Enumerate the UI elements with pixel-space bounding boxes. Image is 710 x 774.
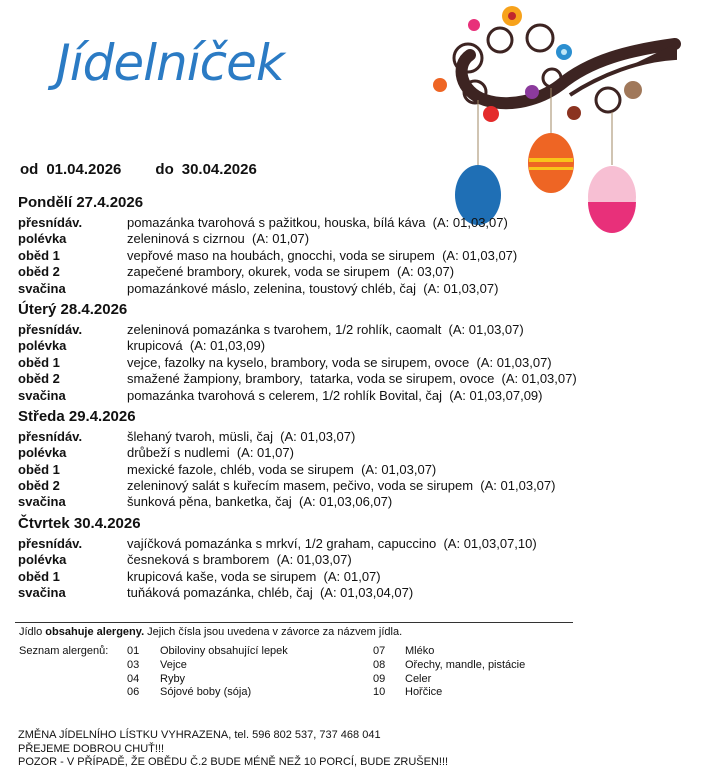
allergen-code: 08 — [373, 658, 386, 671]
menu-row — [18, 281, 658, 297]
date-range — [20, 161, 265, 178]
allergen-code: 04 — [127, 672, 140, 685]
menu-row — [18, 445, 658, 461]
menu-row — [18, 264, 658, 280]
meal-value: pomazánka tvarohová s pažitkou, houska, bílá káva (A: 01,03,07) — [127, 215, 508, 230]
meal-value: zeleninová s cizrnou (A: 01,07) — [127, 231, 310, 247]
allergen-list-label: Seznam alergenů: — [19, 645, 109, 657]
meal-label: svačina — [18, 494, 66, 510]
footer — [18, 729, 448, 770]
footer-line: ZMĚNA JÍDELNÍHO LÍSTKU VYHRAZENA, tel. 596 802 537, 737 468 041 — [18, 729, 381, 741]
meal-label: oběd 1 — [18, 354, 60, 370]
allergen-code: 01 — [127, 645, 140, 657]
meal-value: zeleninový salát s kuřecím masem, pečivo, voda se sirupem (A: 01,03,07) — [127, 478, 556, 494]
meal-label: přesnídáv. — [18, 428, 83, 444]
page-title: Jídelníček — [56, 34, 284, 92]
meal-label: polévka — [18, 445, 67, 461]
note-suffix: Jejich čísla jsou uvedena v závorce za názvem jídla. — [144, 626, 403, 638]
meal-value: zeleninová pomazánka s tvarohem, 1/2 rohlík, caomalt (A: 01,03,07) — [127, 321, 524, 337]
menu-row — [18, 494, 658, 510]
meal-label: oběd 1 — [18, 247, 60, 263]
menu-row — [18, 248, 658, 264]
meal-label: svačina — [18, 387, 66, 403]
allergen-code: 03 — [127, 658, 140, 671]
allergen-name: Celer — [405, 672, 432, 685]
to-date: 30.04.2026 — [181, 161, 257, 178]
allergen-name: Ořechy, mandle, pistácie — [405, 658, 526, 671]
meal-label: oběd 2 — [18, 264, 60, 280]
meal-label: přesnídáv. — [18, 535, 83, 551]
meal-label: oběd 2 — [18, 478, 60, 494]
meal-value: krupicová kaše, voda se sirupem (A: 01,07) — [127, 568, 381, 584]
to-label: do — [155, 161, 174, 178]
meal-label: přesnídáv. — [18, 215, 83, 230]
meal-label: polévka — [18, 338, 67, 354]
allergen-name: Obiloviny obsahující lepek — [160, 645, 288, 657]
allergen-name: Hořčice — [405, 686, 443, 699]
day-section — [18, 514, 658, 602]
menu-row — [18, 478, 658, 494]
day-heading: Středa 29.4.2026 — [18, 407, 136, 425]
menu-days — [18, 193, 658, 604]
meal-value: šlehaný tvaroh, müsli, čaj (A: 01,03,07) — [127, 428, 356, 444]
menu-row — [18, 429, 658, 445]
footer-line: PŘEJEME DOBROU CHUŤ!!! — [18, 742, 165, 755]
menu-row — [18, 231, 658, 247]
menu-row — [18, 552, 658, 568]
meal-value: pomazánkové máslo, zelenina, toustový chléb, čaj (A: 01,03,07) — [127, 280, 499, 296]
meal-label: oběd 1 — [18, 461, 60, 477]
allergen-name: Sójové boby (sója) — [160, 686, 252, 699]
menu-row — [18, 322, 658, 338]
allergen-name: Mléko — [405, 645, 435, 657]
day-section — [18, 193, 658, 297]
orange-egg — [528, 133, 574, 193]
allergen-note — [19, 626, 402, 638]
menu-row — [18, 215, 658, 231]
from-date: 01.04.2026 — [46, 161, 122, 178]
meal-label: polévka — [18, 231, 67, 247]
meal-label: oběd 1 — [18, 568, 60, 584]
meal-label: polévka — [18, 552, 67, 568]
meal-value: zapečené brambory, okurek, voda se sirupem (A: 03,07) — [127, 264, 455, 280]
allergen-code: 09 — [373, 672, 386, 685]
meal-label: svačina — [18, 585, 66, 601]
day-section — [18, 300, 658, 404]
meal-value: vepřové maso na houbách, gnocchi, voda se sirupem (A: 01,03,07) — [127, 247, 518, 263]
menu-row — [18, 462, 658, 478]
meal-value: vejce, fazolky na kyselo, brambory, voda se sirupem, ovoce (A: 01,03,07) — [127, 354, 552, 370]
meal-value: vajíčková pomazánka s mrkví, 1/2 graham, capuccino (A: 01,03,07,10) — [127, 535, 537, 551]
note-bold: obsahuje alergeny. — [45, 626, 145, 638]
day-heading: Úterý 28.4.2026 — [18, 300, 128, 318]
meal-value: pomazánka tvarohová s celerem, 1/2 rohlík Bovital, čaj (A: 01,03,07,09) — [127, 387, 543, 403]
day-section — [18, 407, 658, 511]
allergen-code: 10 — [373, 686, 386, 699]
meal-value: tuňáková pomazánka, chléb, čaj (A: 01,03,04,07) — [127, 585, 414, 601]
menu-row — [18, 371, 658, 387]
meal-value: drůbeží s nudlemi (A: 01,07) — [127, 445, 294, 461]
footer-line: POZOR - V PŘÍPADĚ, ŽE OBĚDU Č.2 BUDE MÉNĚ NEŽ 10 PORCÍ, BUDE ZRUŠEN!!! — [18, 756, 449, 769]
meal-label: oběd 2 — [18, 371, 60, 387]
day-heading: Čtvrtek 30.4.2026 — [18, 514, 141, 532]
menu-row — [18, 585, 658, 601]
from-label: od — [20, 161, 39, 178]
allergen-name: Ryby — [160, 672, 186, 685]
day-heading: Pondělí 27.4.2026 — [18, 194, 144, 211]
menu-row — [18, 388, 658, 404]
menu-row — [18, 355, 658, 371]
allergen-code: 06 — [127, 686, 140, 699]
note-prefix: Jídlo — [19, 626, 46, 638]
meal-value: krupicová (A: 01,03,09) — [127, 338, 266, 354]
meal-value: mexické fazole, chléb, voda se sirupem (A: 01,03,07) — [127, 461, 437, 477]
meal-value: šunková pěna, banketka, čaj (A: 01,03,06,07) — [127, 494, 393, 510]
menu-row — [18, 536, 658, 552]
allergen-code: 07 — [373, 645, 386, 657]
menu-row — [18, 338, 658, 354]
menu-row — [18, 569, 658, 585]
divider — [15, 622, 573, 623]
meal-label: svačina — [18, 280, 66, 296]
meal-value: smažené žampiony, brambory, tatarka, voda se sirupem, ovoce (A: 01,03,07) — [127, 371, 577, 387]
meal-value: česneková s bramborem (A: 01,03,07) — [127, 552, 352, 568]
allergen-name: Vejce — [160, 658, 187, 671]
meal-label: přesnídáv. — [18, 321, 83, 337]
